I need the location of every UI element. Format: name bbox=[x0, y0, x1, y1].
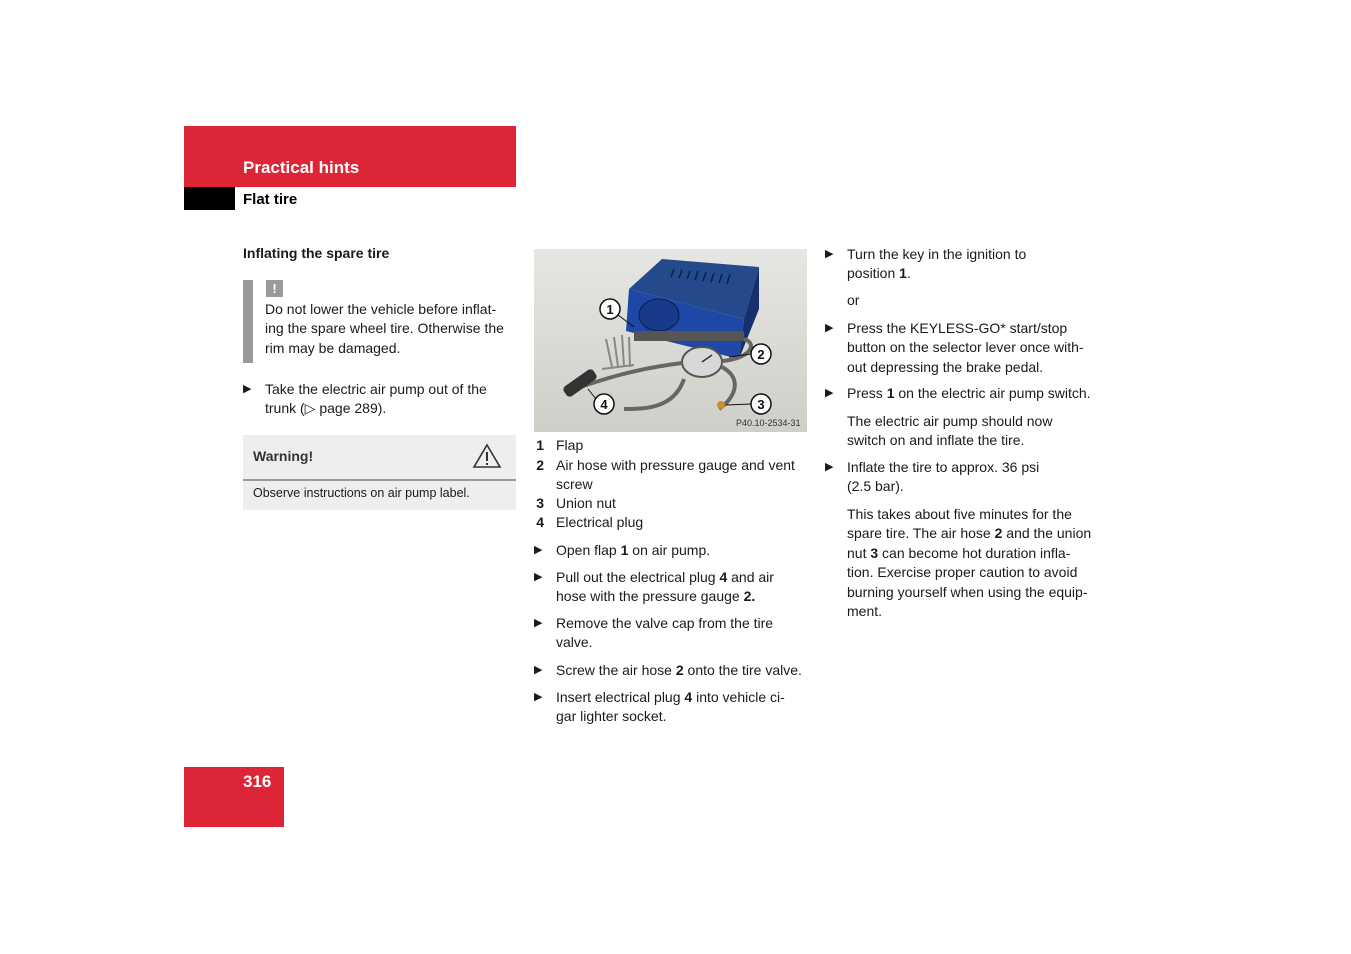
page-heading: Inflating the spare tire bbox=[243, 245, 390, 261]
bullet-arrow-icon: ▶ bbox=[534, 571, 543, 583]
bullet-arrow-icon: ▶ bbox=[534, 544, 543, 556]
bullet-arrow-icon: ▶ bbox=[243, 383, 252, 395]
step-ignition: ▶ Turn the key in the ignition to position 1. bbox=[825, 246, 1027, 282]
legend-item: 3 Union nut bbox=[536, 495, 616, 511]
bullet-arrow-icon: ▶ bbox=[534, 664, 543, 676]
warning-text: Observe instructions on air pump label. bbox=[253, 486, 470, 500]
step-pull-plug: ▶ Pull out the electrical plug 4 and air hose with the pressure gauge 2. bbox=[534, 569, 774, 605]
bullet-arrow-icon: ▶ bbox=[825, 248, 834, 260]
air-pump-illustration bbox=[534, 249, 807, 432]
legend-item: 2 Air hose with pressure gauge and vent screw bbox=[536, 457, 795, 493]
callout-2: 2 bbox=[757, 347, 765, 362]
bullet-arrow-icon: ▶ bbox=[534, 691, 543, 703]
note-pump-on: The electric air pump should now switch on and inflate the tire. bbox=[847, 413, 1053, 449]
bullet-arrow-icon: ▶ bbox=[534, 617, 543, 629]
bullet-arrow-icon: ▶ bbox=[825, 461, 834, 473]
warning-label: Warning! bbox=[253, 448, 314, 464]
notice-text: Do not lower the vehicle before inflat- ing the spare wheel tire. Otherwise the rim may be damaged. bbox=[265, 301, 504, 356]
callout-3: 3 bbox=[757, 397, 765, 412]
bullet-arrow-icon: ▶ bbox=[825, 322, 834, 334]
or-text: or bbox=[847, 292, 860, 308]
step-keyless-go: ▶ Press the KEYLESS-GO* start/stop button on the selector lever once with- out depressing the brake pedal. bbox=[825, 320, 1084, 375]
section-title: Practical hints bbox=[243, 158, 360, 177]
step-remove-cap: ▶ Remove the valve cap from the tire valve. bbox=[534, 615, 774, 651]
step-take-pump: ▶ Take the electric air pump out of the trunk (▷ page 289). bbox=[243, 381, 487, 417]
legend-item: 1 Flap bbox=[536, 437, 584, 453]
step-insert-plug: ▶ Insert electrical plug 4 into vehicle ci- gar lighter socket. bbox=[534, 689, 785, 725]
step-open-flap: ▶ Open flap 1 on air pump. bbox=[534, 541, 824, 560]
legend-item: 4 Electrical plug bbox=[536, 514, 644, 530]
page-number: 316 bbox=[243, 772, 272, 791]
exclamation-icon: ! bbox=[266, 280, 283, 297]
step-press-switch: ▶ Press 1 on the electric air pump switch. bbox=[825, 384, 1115, 403]
warning-triangle-icon bbox=[472, 443, 502, 469]
notice-bar bbox=[243, 280, 253, 363]
callout-1: 1 bbox=[606, 302, 614, 317]
callout-4: 4 bbox=[600, 397, 608, 412]
bullet-arrow-icon: ▶ bbox=[825, 387, 834, 399]
section-tab-marker bbox=[184, 187, 235, 210]
figure-code: P40.10-2534-31 bbox=[736, 418, 801, 428]
note-inflation-time: This takes about five minutes for the spare tire. The air hose 2 and the union nut 3 can become hot duration infla- tion. Exercise proper caution to avoid burning yourself when using the equip- ment. bbox=[847, 506, 1092, 620]
step-screw-hose: ▶ Screw the air hose 2 onto the tire valve. bbox=[534, 661, 824, 680]
subsection-title: Flat tire bbox=[243, 191, 298, 208]
step-inflate: ▶ Inflate the tire to approx. 36 psi (2.5 bar). bbox=[825, 459, 1040, 495]
